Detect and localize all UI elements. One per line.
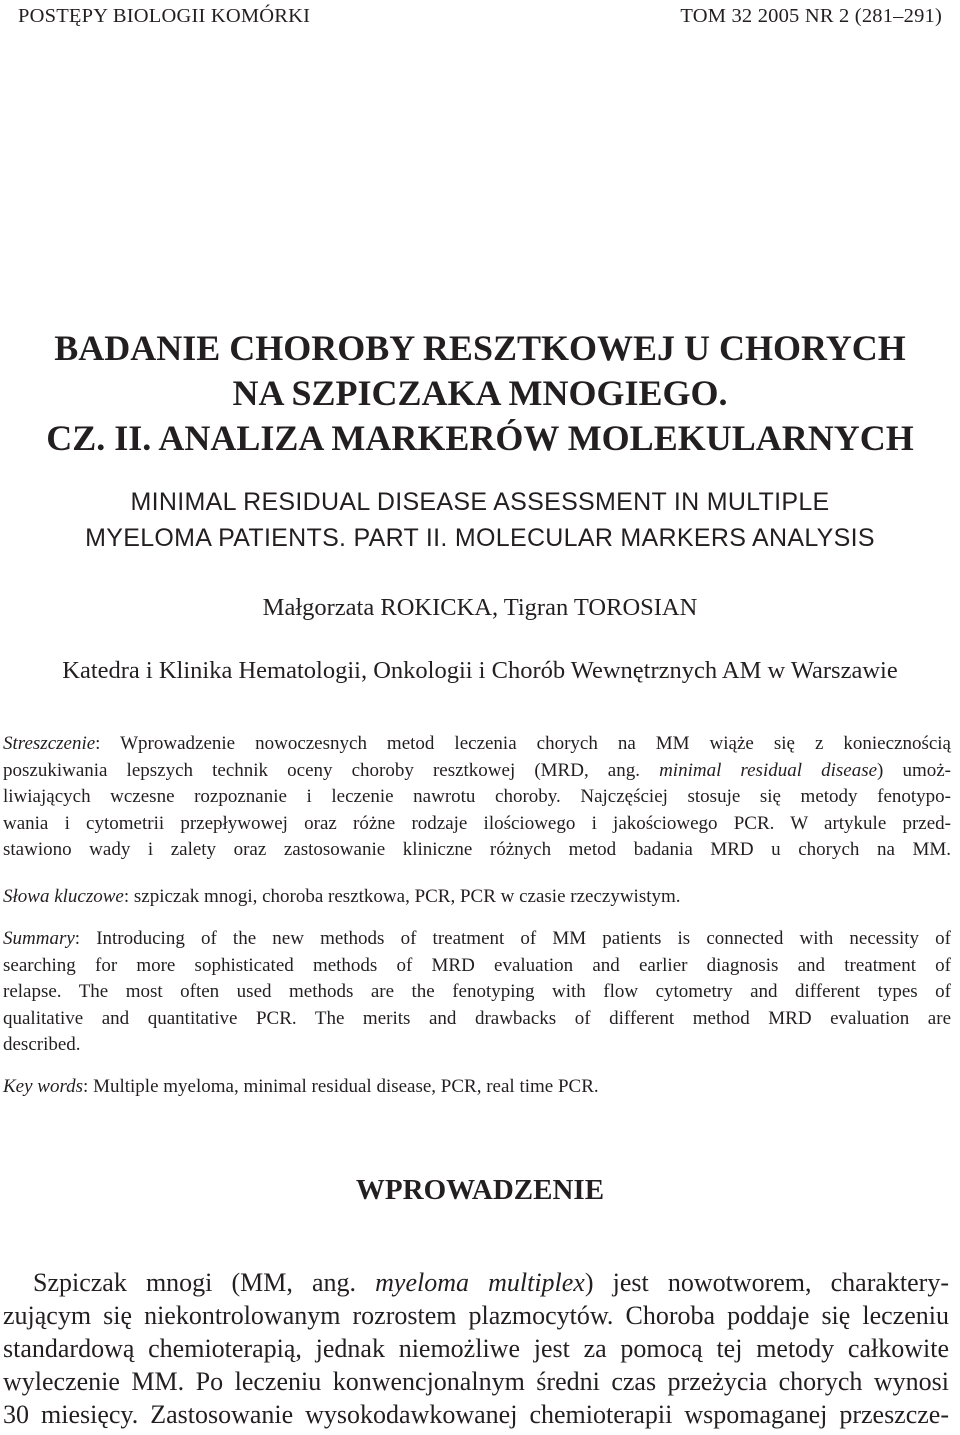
body-line: 30 miesięcy. Zastosowanie wysokodawkowanej chemioterapii wspomaganej przeszcze-	[3, 1400, 949, 1429]
title-pl-line-2: NA SZPICZAKA MNOGIEGO.	[232, 373, 728, 413]
summary-line: searching for more sophisticated methods of MRD evaluation and earlier diagnosis and treatment of	[3, 954, 951, 976]
body-paragraph	[3, 1266, 949, 1431]
body-line: Szpiczak mnogi (MM, ang. myeloma multiplex) jest nowotworem, charaktery-	[33, 1268, 949, 1297]
article-title-english	[0, 484, 960, 556]
keywords-pl-line: Słowa kluczowe: szpiczak mnogi, choroba resztkowa, PCR, PCR w czasie rzeczywistym.	[3, 886, 681, 907]
abstract-pl-line: poszukiwania lepszych technik oceny choroby resztkowej (MRD, ang. minimal residual disease) umoż-	[3, 759, 951, 781]
title-en-line-2: MYELOMA PATIENTS. PART II. MOLECULAR MARKERS ANALYSIS	[85, 524, 875, 552]
section-heading: WPROWADZENIE	[355, 1174, 605, 1206]
abstract-pl-line: wania i cytometrii przepływowej oraz różne rodzaje ilościowego i jakościowego PCR. W artykule przed-	[3, 812, 951, 834]
body-line: standardową chemioterapią, jednak niemożliwe jest za pomocą tej metody całkowite	[3, 1334, 949, 1363]
summary-line: Summary: Introducing of the new methods of treatment of MM patients is connected with necessity of	[3, 928, 951, 949]
volume-info: TOM 32 2005 NR 2 (281–291)	[680, 5, 942, 27]
abstract-polish	[3, 731, 951, 864]
running-head	[18, 2, 942, 30]
journal-name: POSTĘPY BIOLOGII KOMÓRKI	[18, 5, 311, 27]
article-title-polish	[0, 326, 960, 461]
body-line: zującym się niekontrolowanym rozrostem plazmocytów. Choroba poddaje się leczeniu	[3, 1301, 949, 1330]
key-words-line: Key words: Multiple myeloma, minimal residual disease, PCR, real time PCR.	[3, 1076, 599, 1097]
title-en-line-1: MINIMAL RESIDUAL DISEASE ASSESSMENT IN MULTIPLE	[130, 488, 830, 516]
abstract-pl-line: liwiających wczesne rozpoznanie i leczenie nawrotu choroby. Najczęściej stosuje się metody fenotypo-	[3, 786, 951, 807]
abstract-pl-line: Streszczenie: Wprowadzenie nowoczesnych metod leczenia chorych na MM wiąże się z koniecznością	[3, 733, 951, 754]
abstract-english	[3, 926, 951, 1059]
summary-line: described.	[3, 1034, 81, 1055]
keywords-polish	[3, 884, 951, 911]
slowa-kluczowe-label: Słowa kluczowe	[3, 886, 124, 907]
title-pl-line-3: CZ. II. ANALIZA MARKERÓW MOLEKULARNYCH	[46, 418, 914, 458]
body-line: wyleczenie MM. Po leczeniu konwencjonalnym średni czas przeżycia chorych wynosi	[3, 1367, 949, 1396]
summary-line: qualitative and quantitative PCR. The merits and drawbacks of different method MRD evaluation are	[3, 1007, 951, 1029]
key-words-label: Key words	[3, 1076, 84, 1097]
affiliation: Katedra i Klinika Hematologii, Onkologii i Chorób Wewnętrznych AM w Warszawie	[62, 657, 898, 684]
keywords-english	[3, 1074, 951, 1101]
abstract-pl-line: stawiono wady i zalety oraz zastosowanie kliniczne różnych metod badania MRD u chorych na MM.	[3, 839, 951, 860]
authors: Małgorzata ROKICKA, Tigran TOROSIAN	[262, 594, 698, 621]
summary-label: Summary	[3, 928, 75, 949]
streszczenie-label: Streszczenie	[3, 733, 96, 754]
title-pl-line-1: BADANIE CHOROBY RESZTKOWEJ U CHORYCH	[54, 328, 906, 368]
summary-line: relapse. The most often used methods are the fenotyping with flow cytometry and different types of	[3, 981, 951, 1002]
